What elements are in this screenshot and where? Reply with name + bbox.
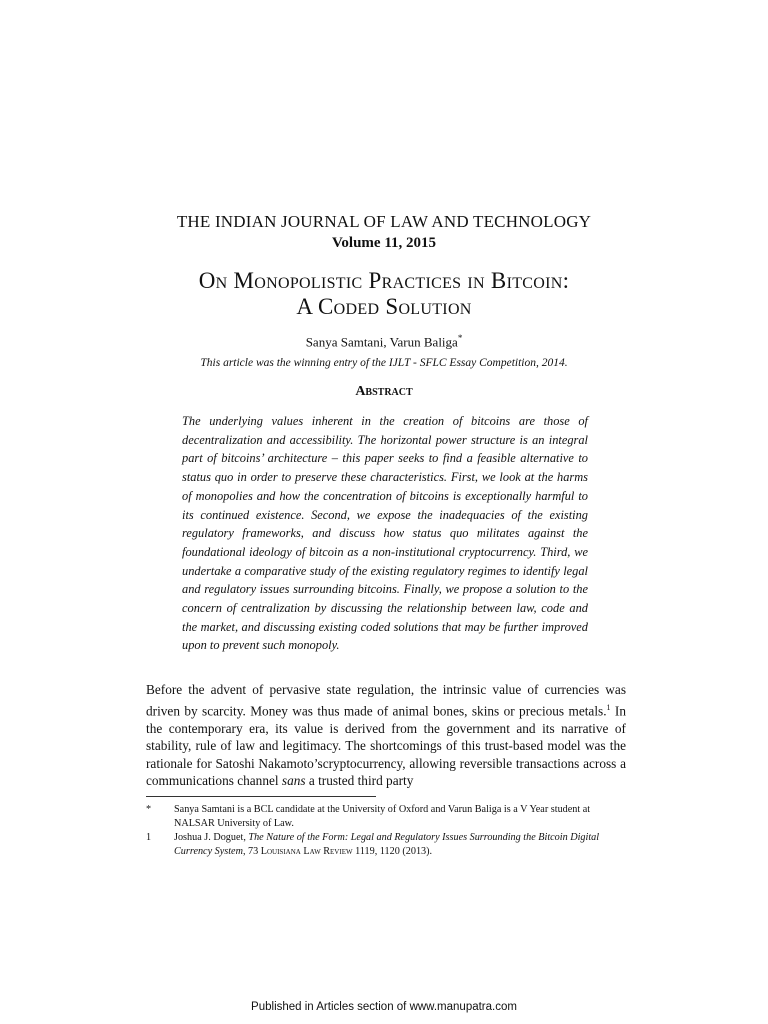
footnote-text: Sanya Samtani is a BCL candidate at the University of Oxford and Varun Baliga is a V Year student at NALSAR University of Law. [174,804,591,829]
journal-name: THE INDIAN JOURNAL OF LAW AND TECHNOLOGY [176,212,592,231]
article-title-line-2: A Coded Solution [296,294,472,319]
body-text-part-2: In the contemporary era, its value is derived from the government and its narrative of stability, rule of law and legitimacy. The shortcomings of this trust-based model was the rationale for Satoshi Nakamoto’scryptocurrency, allowing reversible transactions across a communications channel [146,703,626,789]
footnote-author: Joshua J. Doguet, [174,832,249,843]
article-title-line-1: On Monopolistic Practices in Bitcoin: [198,268,570,293]
footnote-mark: 1 [146,832,152,843]
body-paragraph [146,681,626,790]
footnote-divider [146,796,376,797]
body-italic-word: sans [281,773,306,789]
article-authors [0,333,768,350]
abstract-heading: Abstract [355,384,413,399]
body-text-part-3: a trusted third party [305,773,414,789]
footnotes [146,803,626,859]
footnote-text [174,831,626,858]
footnote-article-title: The Nature of the Form: Legal and Regulatory Issues Surrounding the Bitcoin Digital Currency System [174,832,600,857]
footnote-mark: * [146,804,152,815]
competition-note: This article was the winning entry of the IJLT - SFLC Essay Competition, 2014. [200,357,568,369]
publisher-footer: Published in Articles section of www.manupatra.com [251,1001,517,1013]
abstract-text: The underlying values inherent in the creation of bitcoins are those of decentralization and accessibility. The horizontal power structure is an integral part of bitcoins’ architecture – this paper seeks to find a feasible alternative to status quo in order to preserve these characteristics. First, we look at the harms of monopolies and how the concentration of bitcoins is exceptionally harmful to its continued existence. Second, we expose the inadequacies of the existing regulatory frameworks, and discuss how status quo militates against the foundational ideology of bitcoin as a non-institutional cryptocurrency. Third, we undertake a comparative study of the existing regulatory regimes to identify legal and regulatory issues surrounding bitcoins. Finally, we propose a solution to the concern of centralization by discussing the relationship between law, code and the market, and discussing existing coded solutions that may be further improved upon to prevent such monopoly. [182,414,588,653]
journal-volume: Volume 11, 2015 [331,235,437,251]
body-text-part-1: Before the advent of pervasive state regulation, the intrinsic value of currencies was driven by scarcity. Money was thus made of animal bones, skins or precious metals. [146,682,626,719]
footnote-journal: Louisiana Law Review [260,845,353,857]
footnote-item [146,803,626,830]
author-footnote-mark: * [457,333,463,343]
footnote-reference: 1 [606,702,611,712]
author-names: Sanya Samtani, Varun Baliga [305,334,458,350]
footnote-volume: , 73 [242,845,261,857]
footnote-item [146,831,626,858]
footnote-pages: 1119, 1120 (2013). [352,845,433,857]
